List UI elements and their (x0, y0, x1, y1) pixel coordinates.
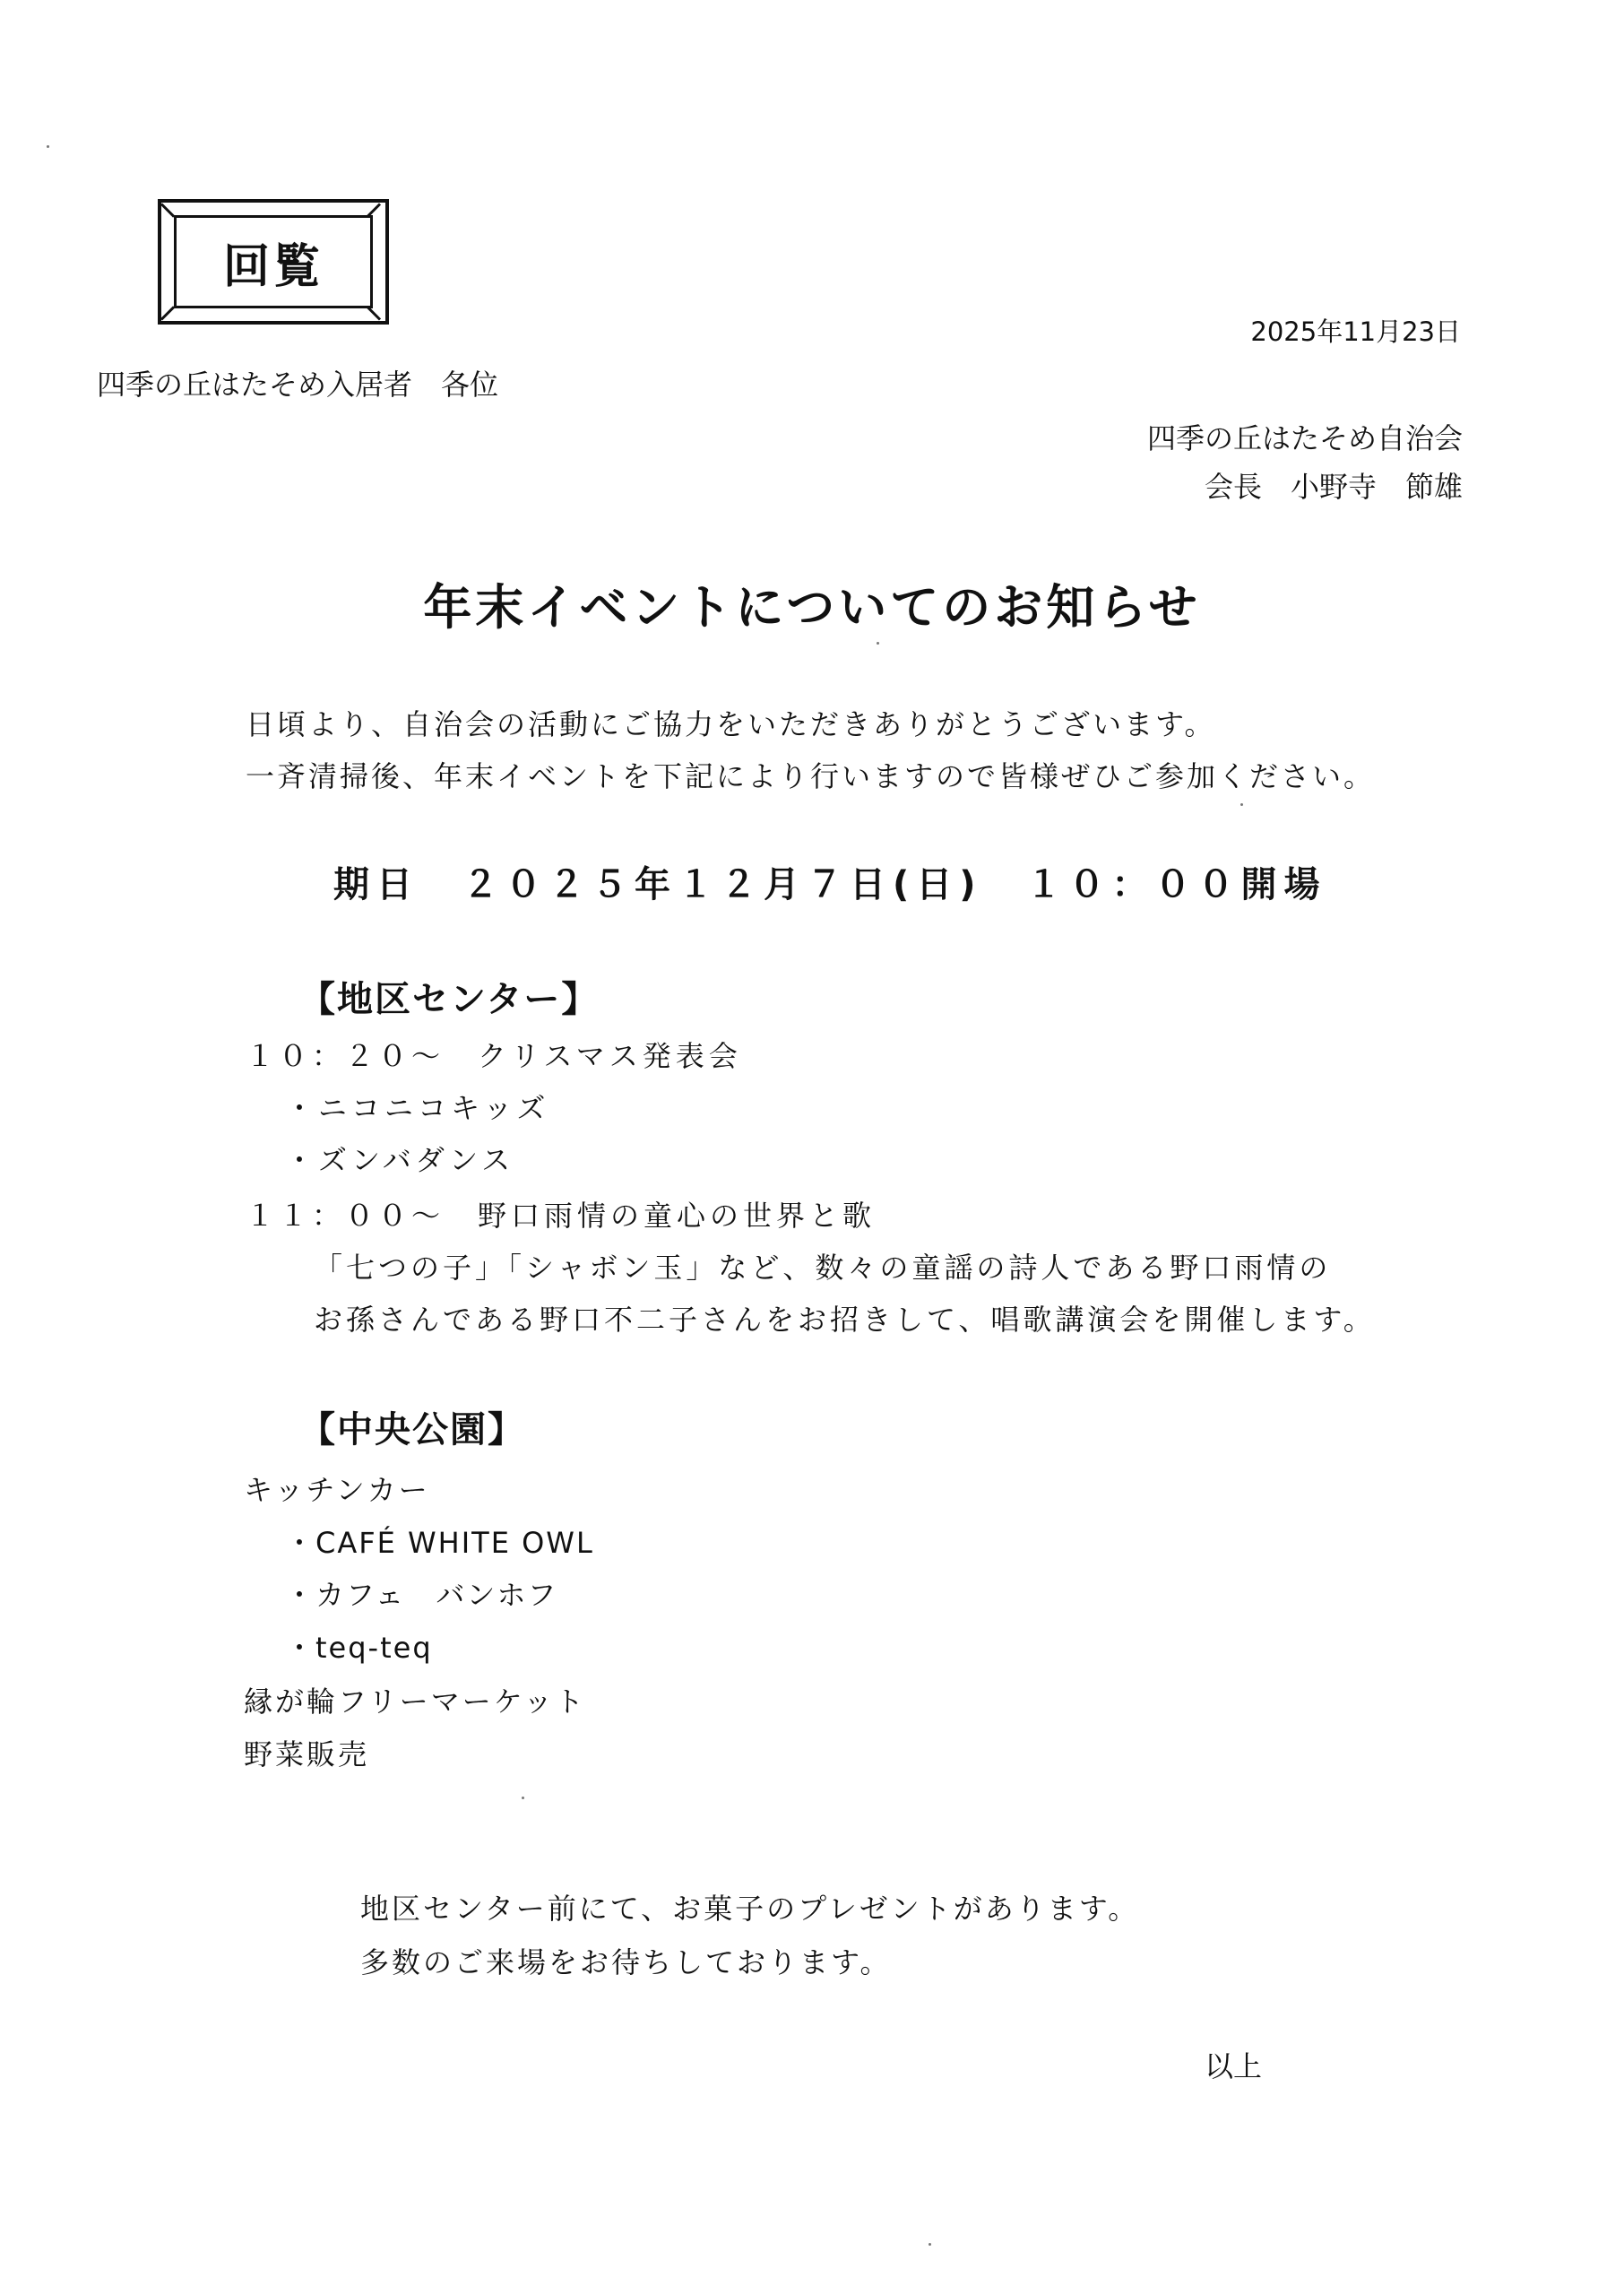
section-heading-central-park: 【中央公園】 (299, 1409, 525, 1451)
scan-speck (522, 1797, 524, 1799)
circulation-stamp (158, 199, 389, 325)
scan-speck (47, 145, 49, 148)
program-item: ・ニコニコキッズ (285, 1091, 550, 1125)
recipient: 四季の丘はたそめ入居者 各位 (97, 368, 499, 402)
stamp-corner-line (160, 306, 175, 320)
end-mark: 以上 (1205, 2049, 1263, 2083)
sender-organization: 四季の丘はたそめ自治会 (1146, 421, 1463, 455)
sender-chair: 会長 小野寺 節雄 (1204, 470, 1463, 504)
program-description: お孫さんである野口不二子さんをお招きして、唱歌講演会を開催します。 (314, 1303, 1376, 1337)
scan-speck (1240, 803, 1243, 806)
scan-speck (877, 642, 879, 645)
intro-line: 一斉清掃後、年末イベントを下記により行いますので皆様ぜひご参加ください。 (246, 759, 1376, 793)
kitchen-car-heading: キッチンカー (244, 1473, 430, 1507)
program-item: ・ズンバダンス (285, 1143, 515, 1177)
program-time-title: １１：００～ 野口雨情の童心の世界と歌 (246, 1199, 877, 1233)
scan-speck (929, 2243, 931, 2246)
vendor-item: ・CAFÉ WHITE OWL (285, 1526, 594, 1560)
program-time-title: １０：２０～ クリスマス発表会 (246, 1039, 742, 1073)
vendor-item: ・カフェ バンホフ (285, 1578, 558, 1612)
stamp-corner-line (160, 203, 175, 217)
document-title: 年末イベントについてのお知らせ (423, 579, 1201, 636)
stamp-corner-line (367, 306, 381, 320)
event-date: 期日 ２０２５年１２月７日(日) １０：００開場 (333, 864, 1327, 905)
stamp-corner-line (367, 203, 381, 217)
vendor-item: ・teq-teq (285, 1631, 433, 1665)
closing-line: 地区センター前にて、お菓子のプレゼントがあります。 (360, 1892, 1140, 1926)
issue-date: 2025年11月23日 (1250, 316, 1461, 347)
flea-market: 縁が輪フリーマーケット (244, 1684, 587, 1719)
section-heading-district-center: 【地区センター】 (299, 979, 600, 1020)
program-description: 「七つの子」「シャボン玉」など、数々の童謡の詩人である野口雨情の (314, 1251, 1332, 1285)
intro-line: 日頃より、自治会の活動にご協力をいただきありがとうございます。 (246, 707, 1216, 741)
closing-line: 多数のご来場をお待ちしております。 (360, 1945, 892, 1979)
vegetable-sale: 野菜販売 (244, 1737, 370, 1771)
stamp-label: 回覧 (174, 215, 373, 308)
